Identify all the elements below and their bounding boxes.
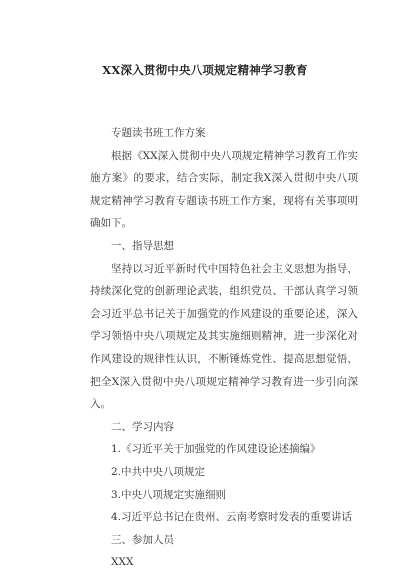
section-heading-participants: 三、参加人员 [111, 533, 174, 546]
participants-text: XXX [111, 556, 134, 569]
section-heading-guiding-ideology: 一、指导思想 [111, 239, 174, 252]
document-body [90, 122, 358, 574]
subtitle-paragraph: 专题读书班工作方案 [111, 127, 206, 139]
intro-paragraph: 根据《XX深入贯彻中央八项规定精神学习教育工作实施方案》的要求，结合实际，制定我X深入贯彻中央八项规定精神学习教育专题读书班工作方案，现将有关事项明确如下。 [90, 149, 358, 230]
study-item-2: 2.中共中央八项规定 [111, 465, 206, 478]
guiding-ideology-paragraph: 坚持以习近平新时代中国特色社会主义思想为指导，持续深化党的创新理论武装，组织党员、干部认真学习领会习近平总书记关于加强党的作风建设的重要论述，深入学习领悟中央八项规定及其实施细则精神，进一步深化对作风建设的规律性认识，不断锤炼党性、提高思想觉悟，把全X深入贯彻中央八项规定精神学习教育进一步引向深入。 [90, 262, 358, 411]
study-item-1: 1.《习近平关于加强党的作风建设论述摘编》 [111, 443, 321, 456]
study-item-3: 3.中央八项规定实施细则 [111, 488, 227, 501]
document-title: XX深入贯彻中央八项规定精神学习教育 [102, 63, 308, 77]
section-heading-study-content: 二、学习内容 [111, 420, 174, 433]
study-item-4: 4.习近平总书记在贵州、云南考察时发表的重要讲话 [111, 511, 353, 524]
